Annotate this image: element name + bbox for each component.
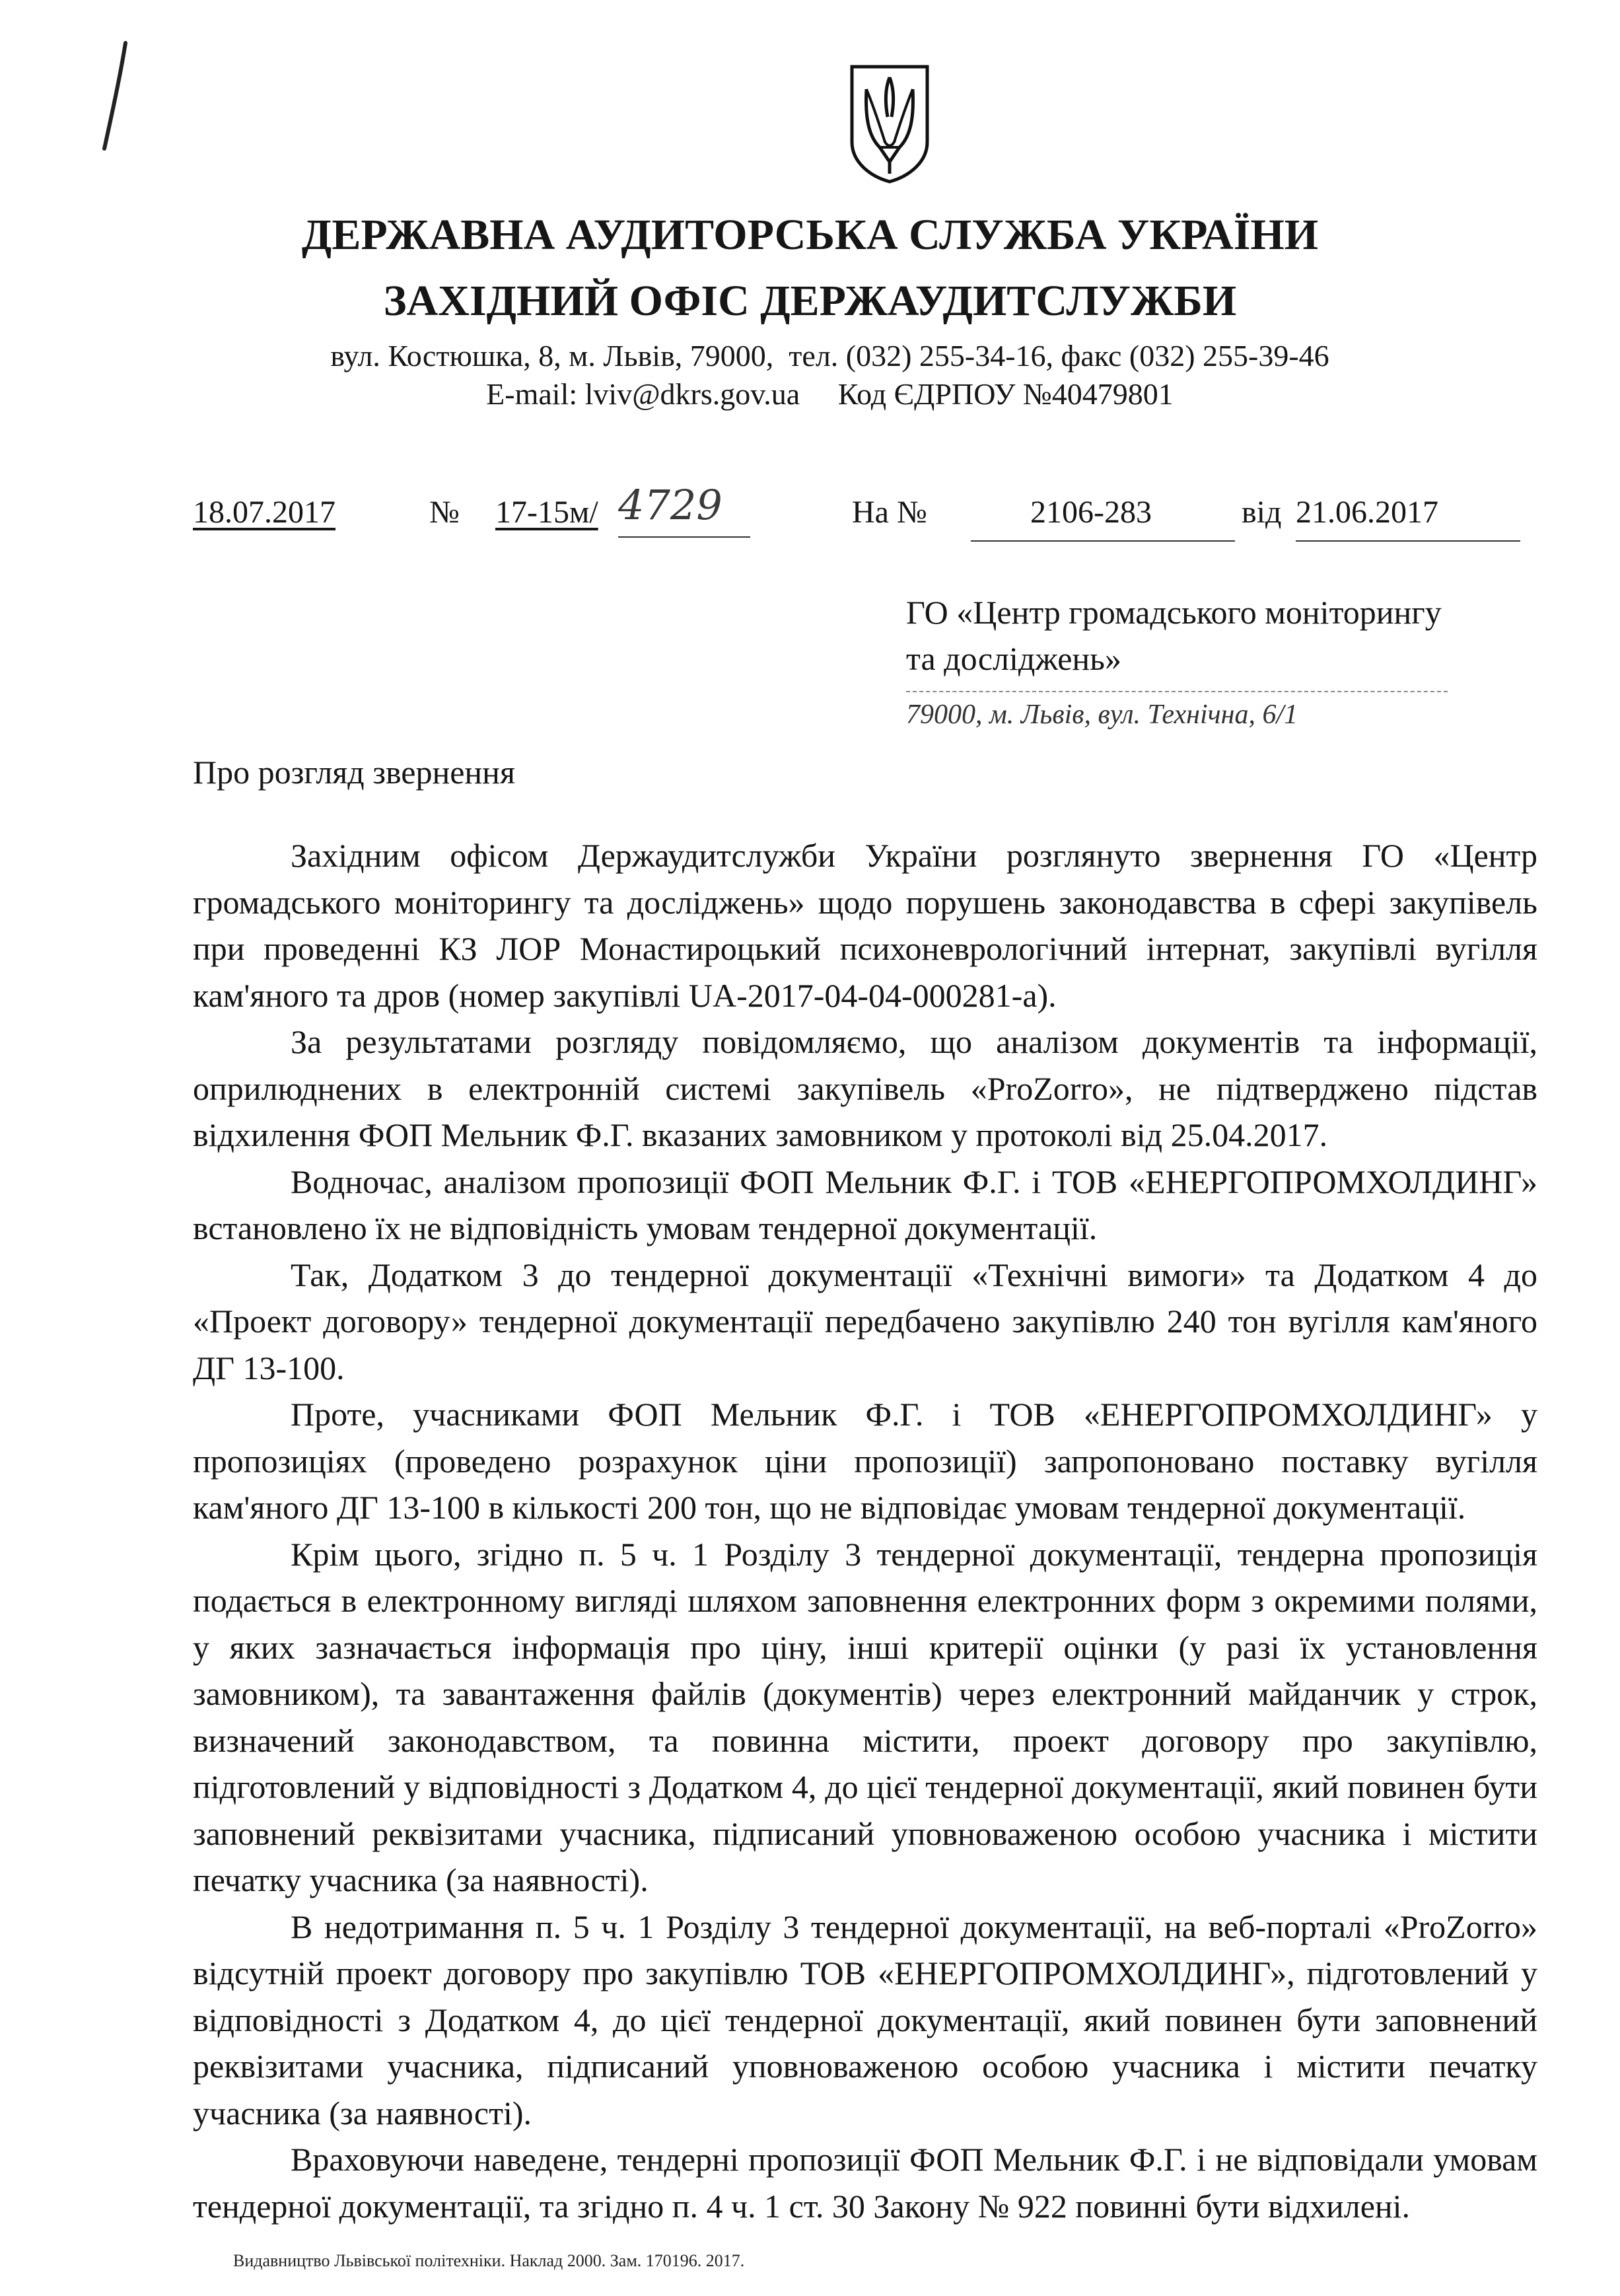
print-footer: Видавництво Львівської політехніки. Наклад 2000. Зам. 170196. 2017. [233, 2251, 745, 2270]
letter-subject: Про розгляд звернення [193, 754, 515, 791]
in-reply-date: 21.06.2017 [1296, 495, 1438, 530]
body-paragraph: Враховуючи наведене, тендерні пропозиції ФОП Мельник Ф.Г. і не відповідали умовам тендерної документації, та згідно п. 4 ч. 1 ст. 30 Закону № 922 повинні бути відхилені. [193, 2141, 1537, 2225]
outgoing-number: 17-15м/ [495, 495, 598, 530]
body-paragraph: Водночас, аналізом пропозиції ФОП Мельник Ф.Г. і ТОВ «ЕНЕРГОПРОМХОЛДИНГ» встановлено їх не відповідність умовам тендерної документації. [193, 1163, 1537, 1246]
office-name: ЗАХІДНИЙ ОФІС ДЕРЖАУДИТСЛУЖБИ [383, 277, 1237, 325]
recipient-address: 79000, м. Львів, вул. Технічна, 6/1 [906, 700, 1298, 730]
body-paragraph: Західним офісом Держаудитслужби України розглянуто звернення ГО «Центр громадського моніторингу та досліджень» щодо порушень законодавства в сфері закупівель при проведенні КЗ ЛОР Монастироцький психоневрологічний інтернат, закупівлі вугілля кам'яного та дров (номер закупівлі UA-2017-04-04-000281-a). [193, 837, 1537, 1014]
recipient-name-line2: та досліджень» [906, 640, 1121, 677]
in-reply-label: На № [852, 495, 927, 530]
handwritten-number: 4729 [618, 481, 722, 529]
office-email-code: E-mail: lviv@dkrs.gov.ua Код ЄДРПОУ №40479801 [486, 377, 1174, 411]
in-reply-number-line [971, 540, 1235, 542]
body-paragraph: Так, Додатком 3 до тендерної документації «Технічні вимоги» та Додатком 4 до «Проект договору» тендерної документації передбачено закупівлю 240 тон вугілля кам'яного ДГ 13-100. [193, 1256, 1537, 1386]
in-reply-date-line [1296, 540, 1520, 542]
handwritten-mark [92, 40, 139, 152]
letter-body [193, 832, 1537, 2229]
letter-date: 18.07.2017 [193, 495, 335, 530]
recipient-name-line1: ГО «Центр громадського моніторингу [906, 594, 1442, 631]
organization-name: ДЕРЖАВНА АУДИТОРСЬКА СЛУЖБА УКРАЇНИ [301, 211, 1319, 259]
number-underline [618, 536, 750, 538]
body-paragraph: Проте, учасниками ФОП Мельник Ф.Г. і ТОВ «ЕНЕРГОПРОМХОЛДИНГ» у пропозиціях (проведено розрахунок ціни пропозиції) запропоновано поставку вугілля кам'яного ДГ 13-100 в кількості 200 тон, що не відповідає умовам тендерної документації. [193, 1396, 1537, 1526]
coat-of-arms-emblem [847, 63, 933, 185]
body-paragraph: Крім цього, згідно п. 5 ч. 1 Розділу 3 тендерної документації, тендерна пропозиція подається в електронному вигляді шляхом заповнення електронних форм з окремими полями, у яких зазначається інформація про ціну, інші критерії оцінки (у разі їх установлення замовником), та завантаження файлів (документів) через електронний майданчик у строк, визначений законодавством, та повинна містити, проект договору про закупівлю, підготовлений у відповідності з Додатком 4, до цієї тендерної документації, який повинен бути заповнений реквізитами учасника, підписаний уповноваженою особою учасника і містити печатку учасника (за наявності). [193, 1535, 1537, 1898]
recipient-separator [906, 691, 1448, 692]
from-label: від [1242, 495, 1282, 530]
body-paragraph: За результатами розгляду повідомляємо, що аналізом документів та інформації, оприлюднених в електронній системі закупівель «ProZorro», не підтверджено підстав відхилення ФОП Мельник Ф.Г. вказаних замовником у протоколі від 25.04.2017. [193, 1023, 1537, 1153]
office-address: вул. Костюшка, 8, м. Львів, 79000, тел. (032) 255-34-16, факс (032) 255-39-46 [330, 339, 1329, 373]
in-reply-number: 2106-283 [1030, 495, 1152, 530]
body-paragraph: В недотримання п. 5 ч. 1 Розділу 3 тендерної документації, на веб-порталі «ProZorro» відсутній проект договору про закупівлю ТОВ «ЕНЕРГОПРОМХОЛДИНГ», підготовлений у відповідності з Додатком 4, до цієї тендерної документації, який повинен бути заповнений реквізитами учасника, підписаний уповноваженою особою учасника і містити печатку учасника (за наявності). [193, 1908, 1537, 2132]
number-label: № [429, 495, 460, 530]
